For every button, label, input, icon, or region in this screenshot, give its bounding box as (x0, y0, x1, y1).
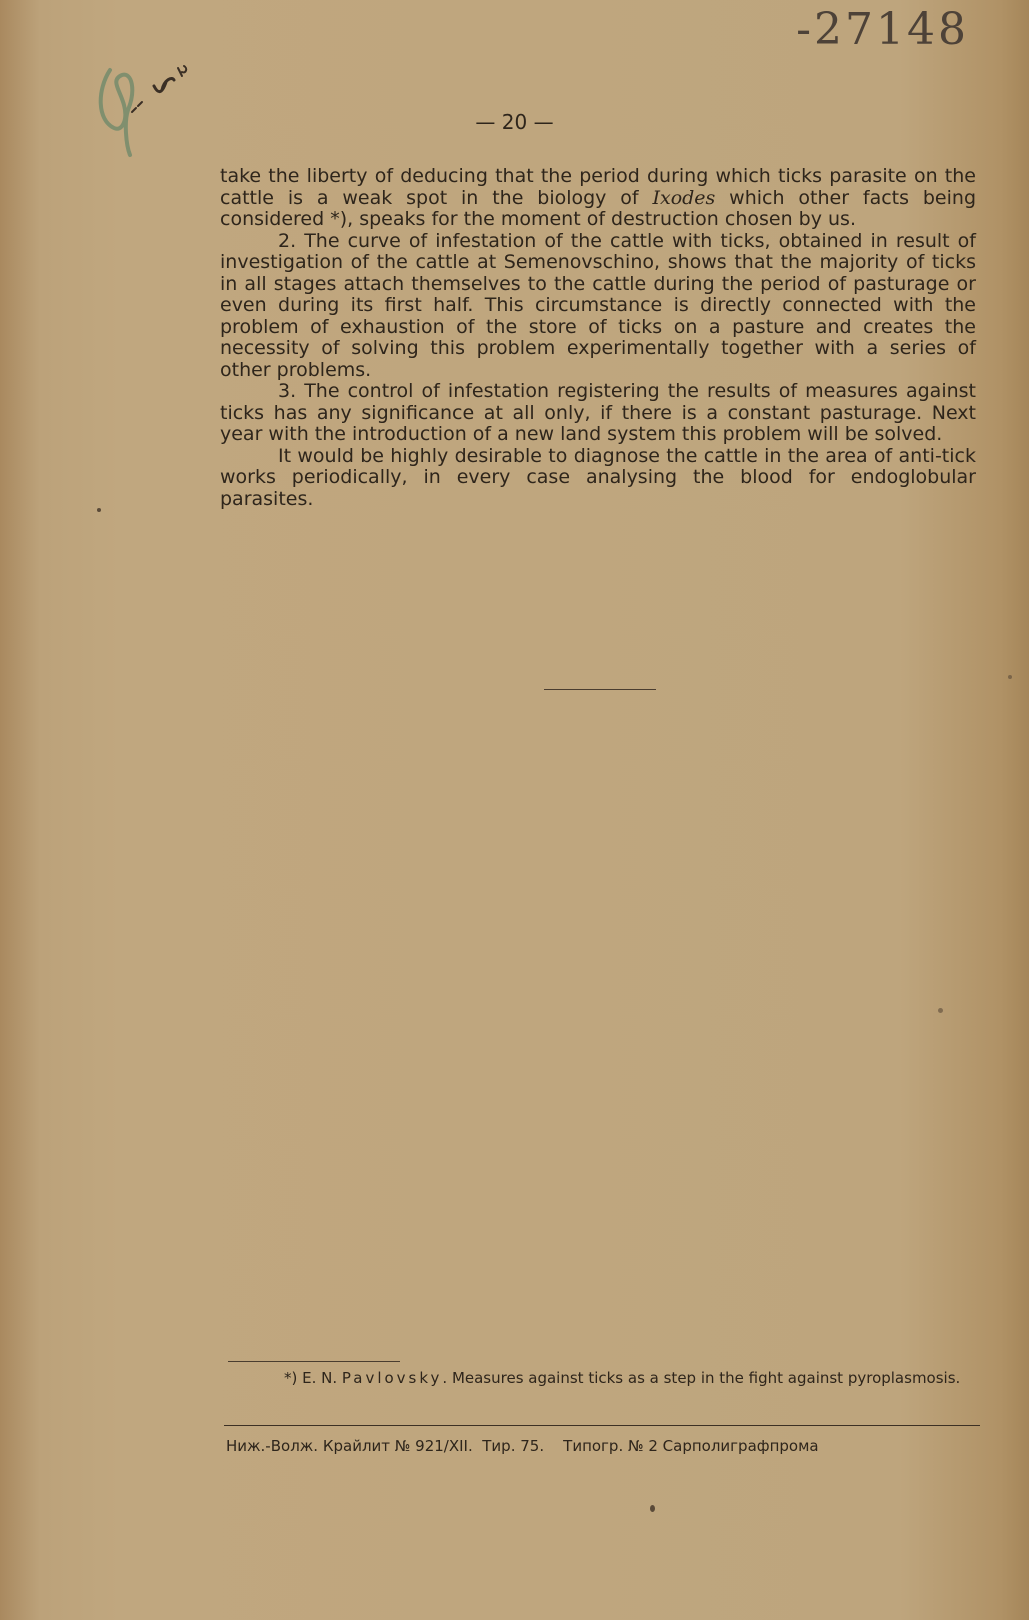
paper-spot (938, 1008, 943, 1013)
printer-imprint: Ниж.-Волж. Крайлит № 921/XII. Тир. 75. Типогр. № 2 Сарполиграфпрома (226, 1437, 819, 1455)
paragraph-4: It would be highly desirable to diagnose the cattle in the area of anti-tick works periodically, in every case analysing the blood for endoglobular parasites. (220, 444, 976, 510)
footnote (228, 1368, 978, 1388)
page-number: — 20 — (475, 110, 554, 134)
footnote-marker: *) E. N. (284, 1369, 342, 1387)
section-divider (544, 689, 656, 690)
footnote-author: Pavlovsky (341, 1369, 443, 1387)
body-text (220, 166, 976, 510)
paper-spot (97, 508, 101, 512)
paragraph-1 (220, 166, 976, 231)
paragraph-1-text-a: take the liberty of deducing that the period during which ticks parasite on the cattle is a weak spot in the biology of (220, 165, 976, 209)
paragraph-3: 3. The control of infestation registering the results of measures against ticks has any significance at all only, if there is a constant pasturage. Next year with the introduction of a new land system this problem will be solved. (220, 380, 976, 445)
paper-spot (1008, 675, 1012, 679)
paragraph-1-text-b: which other facts being considered *), speaks for the moment of destruction chosen by us. (220, 186, 977, 230)
imprint-divider (224, 1425, 980, 1426)
archive-stamp-number: -27148 (796, 4, 969, 55)
paper-spot (650, 1505, 655, 1512)
paragraph-2: 2. The curve of infestation of the cattle with ticks, obtained in result of investigation of the cattle at Semenovschino, shows that the majority of ticks in all stages attach themselves to the cattle during the period of pasturage or even during its first half. This circumstance is directly connected with the problem of exhaustion of the store of ticks on a pasture and creates the necessity of solving this problem experimentally together with a series of other problems. (220, 229, 976, 381)
genus-name-italic: Ixodes (652, 186, 716, 209)
footnote-divider (228, 1361, 400, 1362)
footnote-text: . Measures against ticks as a step in the fight against pyroplasmosis. (442, 1369, 961, 1387)
